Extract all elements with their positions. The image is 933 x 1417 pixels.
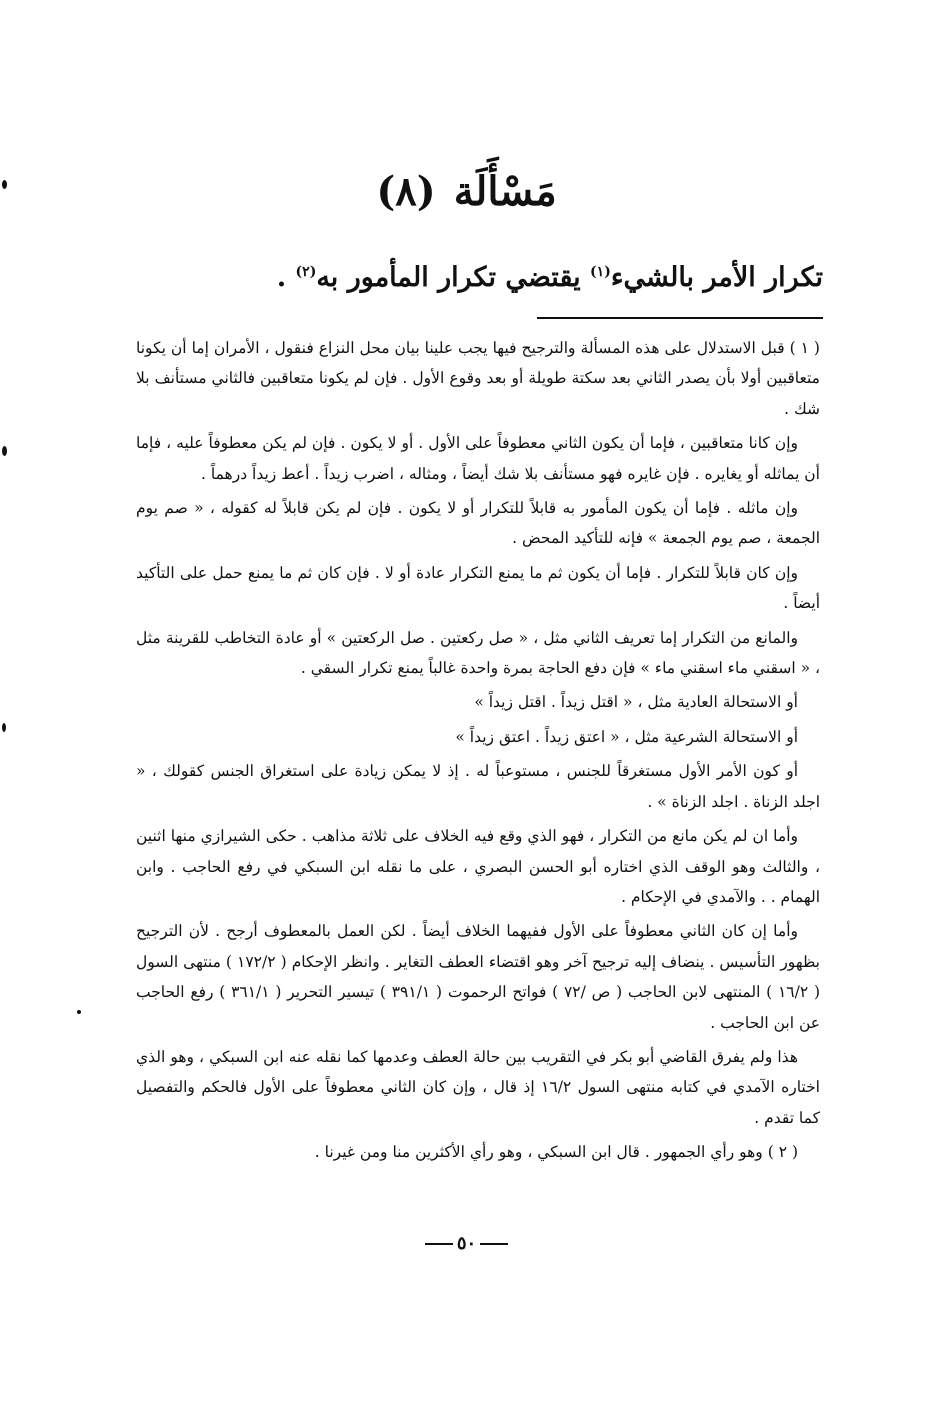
section-heading: [0, 168, 933, 215]
issue-title: [123, 262, 823, 293]
footnote-paragraph: ( ٢ ) وهو رأي الجمهور . قال ابن السبكي ، وهو رأي الأكثرين منا ومن غيرنا .: [314, 1143, 798, 1162]
margin-mark: [2, 723, 6, 732]
footnote-ref-2: (٢): [295, 264, 317, 280]
title-part-3: .: [276, 262, 296, 293]
title-part-1: تكرار الأمر بالشيء: [610, 262, 823, 293]
footnote-paragraph: وأما ان لم يكن مانع من التكرار ، فهو الذي وقع فيه الخلاف على ثلاثة مذاهب . حكى الشيرازي منها اثنين ، والثالث وهو الوقف الذي اختاره أبو الحسن البصري ، على ما نقله ابن السبكي في رفع الحاجب . وابن الهمام . . والآمدي في الإحكام .: [136, 827, 820, 906]
folio-dash: [425, 1243, 453, 1245]
footnote-paragraph: وإن كانا متعاقبين ، فإما أن يكون الثاني معطوفاً على الأول . أو لا يكون . فإن لم يكن معطوفاً عليه ، فإما أن يماثله أو يغايره . فإن غايره فهو مستأنف بلا شك أيضاً ، ومثاله ، اضرب زيداً . أعط زيداً درهماً .: [136, 434, 820, 483]
footnote-paragraph: وأما إن كان الثاني معطوفاً على الأول ففيهما الخلاف أيضاً . لكن العمل بالمعطوف أرجح . لأن الترجيح بظهور التأسيس . ينضاف إليه ترجيح آخر وهو اقتضاء العطف التغاير . وانظر الإحكام ( ١٧٢/٢ ) منتهى السول ( ١٦/٢ ) المنتهى لابن الحاجب ( ص /٧٢ ) فواتح الرحموت ( ٣٩١/١ ) تيسير التحرير ( ٣٦١/١ ) رفع الحاجب عن ابن الحاجب .: [136, 922, 820, 1032]
footnote-paragraph: أو الاستحالة العادية مثل ، « اقتل زيداً . اقتل زيداً »: [474, 693, 798, 712]
heading-number: (٨): [376, 168, 436, 215]
heading-word: مَسْأَلَة: [453, 168, 557, 215]
page-number-text: ٥٠: [456, 1233, 477, 1254]
footnote-paragraph: والمانع من التكرار إما تعريف الثاني مثل ، « صل ركعتين . صل الركعتين » أو عادة التخاطب للقرينة مثل ، « اسقني ماء اسقني ماء » فإن دفع الحاجة بمرة واحدة غالباً يمنع تكرار السقي .: [136, 628, 820, 678]
footnote-ref-1: (١): [590, 264, 611, 280]
footnote-separator: [537, 317, 823, 319]
footnotes: [136, 333, 820, 1172]
title-part-2: يقتضي تكرار المأمور به: [316, 262, 591, 293]
margin-mark: [2, 446, 7, 456]
footnote-paragraph: وإن كان قابلاً للتكرار . فإما أن يكون ثم ما يمنع التكرار عادة أو لا . فإن كان ثم ما يمنع حمل على التأكيد أيضاً .: [136, 563, 820, 613]
page-number: [0, 1233, 933, 1254]
footnote-paragraph: ( ١ ) قبل الاستدلال على هذه المسألة والترجيح فيها يجب علينا بيان محل النزاع فنقول ، الأمران إما أن يكونا متعاقبين أولا بأن يصدر الثاني بعد سكتة طويلة أو بعد وقوع الأول . فإن لم يكونا متعاقبين فالثاني مستأنف بلا شك .: [136, 339, 820, 418]
folio-dash: [480, 1243, 508, 1245]
margin-mark: [77, 1010, 81, 1014]
footnote-paragraph: وإن ماثله . فإما أن يكون المأمور به قابلاً للتكرار أو لا يكون . فإن لم يكن قابلاً له كقوله ، « صم يوم الجمعة ، صم يوم الجمعة » فإنه للتأكيد المحض .: [136, 499, 820, 548]
footnote-paragraph: أو كون الأمر الأول مستغرقاً للجنس ، مستوعباً له . إذ لا يمكن زيادة على استغراق الجنس كقولك ، « اجلد الزناة . اجلد الزناة » .: [136, 762, 820, 811]
footnote-paragraph: هذا ولم يفرق القاضي أبو بكر في التقريب بين حالة العطف وعدمها كما نقله عنه ابن السبكي ، وهو الذي اختاره الآمدي في كتابه منتهى السول ١٦/٢ إذ قال ، وإن كان الثاني معطوفاً على الأول فالحكم والتفصيل كما تقدم .: [136, 1047, 820, 1127]
footnote-paragraph: أو الاستحالة الشرعية مثل ، « اعتق زيداً . اعتق زيداً »: [455, 727, 798, 746]
